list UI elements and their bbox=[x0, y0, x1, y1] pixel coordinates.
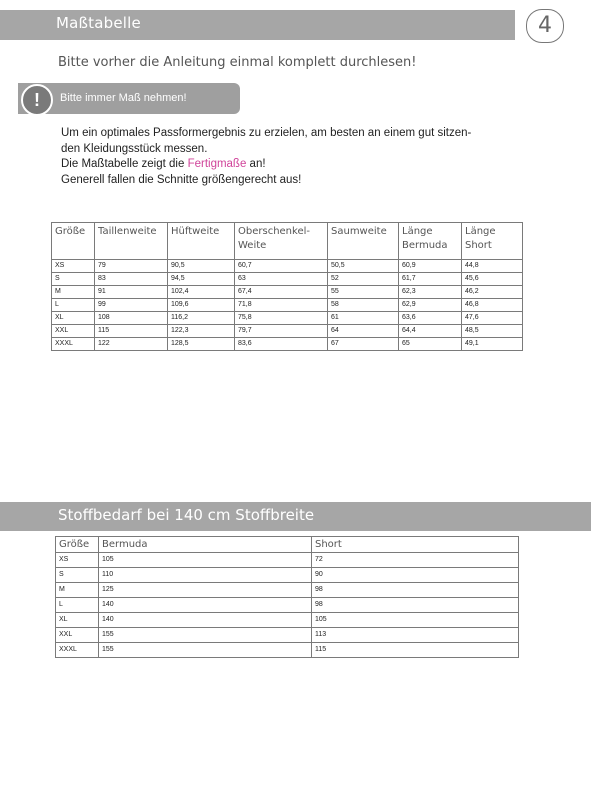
table-row bbox=[56, 628, 519, 643]
header-cell: Saumweite bbox=[328, 223, 399, 260]
exclamation-icon: ! bbox=[21, 84, 53, 116]
instructions bbox=[61, 126, 531, 188]
table-cell: 115 bbox=[95, 325, 168, 338]
highlight-fertigmasse: Fertigmaße bbox=[187, 158, 247, 170]
table-cell: 140 bbox=[99, 613, 312, 628]
table-cell: 67 bbox=[328, 338, 399, 351]
table-cell: 63 bbox=[235, 273, 328, 286]
table-cell: 60,9 bbox=[399, 260, 462, 273]
table-cell: 83 bbox=[95, 273, 168, 286]
fabric-section-title: Stoffbedarf bei 140 cm Stoffbreite bbox=[58, 506, 315, 524]
table-row bbox=[52, 338, 523, 351]
instructions-line-3 bbox=[61, 157, 531, 173]
instructions-line-4: Generell fallen die Schnitte größengerecht aus! bbox=[61, 173, 302, 186]
table-row bbox=[52, 312, 523, 325]
header-cell: Taillenweite bbox=[95, 223, 168, 260]
table-cell: L bbox=[56, 598, 99, 613]
table-cell: 94,5 bbox=[168, 273, 235, 286]
table-cell: 98 bbox=[312, 598, 519, 613]
instructions-line-3-suffix: an! bbox=[246, 158, 266, 170]
table-cell: 72 bbox=[312, 553, 519, 568]
table-cell: 49,1 bbox=[462, 338, 523, 351]
table-cell: 47,6 bbox=[462, 312, 523, 325]
note-text: Bitte immer Maß nehmen! bbox=[60, 92, 187, 104]
table-cell: 155 bbox=[99, 643, 312, 658]
table-cell: 128,5 bbox=[168, 338, 235, 351]
table-cell: XXXL bbox=[52, 338, 95, 351]
table-cell: XXXL bbox=[56, 643, 99, 658]
table-cell: XL bbox=[56, 613, 99, 628]
table-cell: 91 bbox=[95, 286, 168, 299]
table-cell: 105 bbox=[99, 553, 312, 568]
table-cell: 105 bbox=[312, 613, 519, 628]
table-cell: 46,2 bbox=[462, 286, 523, 299]
table-cell: XL bbox=[52, 312, 95, 325]
table-row bbox=[56, 643, 519, 658]
instructions-line-1: Um ein optimales Passformergebnis zu erzielen, am besten an einem gut sitzen- bbox=[61, 127, 472, 139]
table-cell: 109,6 bbox=[168, 299, 235, 312]
table-cell: 116,2 bbox=[168, 312, 235, 325]
table-cell: 115 bbox=[312, 643, 519, 658]
table-cell: 64,4 bbox=[399, 325, 462, 338]
header-cell: Short bbox=[312, 537, 519, 553]
table-cell: XS bbox=[52, 260, 95, 273]
table-row bbox=[52, 286, 523, 299]
table-cell: 61,7 bbox=[399, 273, 462, 286]
table-header-row bbox=[52, 223, 523, 260]
table-cell: 45,6 bbox=[462, 273, 523, 286]
table-cell: M bbox=[52, 286, 95, 299]
table-cell: 140 bbox=[99, 598, 312, 613]
table-cell: 65 bbox=[399, 338, 462, 351]
table-row bbox=[56, 568, 519, 583]
page-title: Maßtabelle bbox=[56, 14, 141, 32]
table-row bbox=[52, 273, 523, 286]
table-cell: 48,5 bbox=[462, 325, 523, 338]
table-cell: 79 bbox=[95, 260, 168, 273]
table-cell: 46,8 bbox=[462, 299, 523, 312]
table-cell: 55 bbox=[328, 286, 399, 299]
table-row bbox=[56, 613, 519, 628]
table-cell: 125 bbox=[99, 583, 312, 598]
table-row bbox=[52, 299, 523, 312]
table-cell: 155 bbox=[99, 628, 312, 643]
table-cell: 98 bbox=[312, 583, 519, 598]
table-cell: 75,8 bbox=[235, 312, 328, 325]
table-cell: 99 bbox=[95, 299, 168, 312]
header-cell: Hüftweite bbox=[168, 223, 235, 260]
table-cell: 71,8 bbox=[235, 299, 328, 312]
table-cell: 83,6 bbox=[235, 338, 328, 351]
table-cell: 58 bbox=[328, 299, 399, 312]
table-cell: XXL bbox=[56, 628, 99, 643]
table-row bbox=[56, 598, 519, 613]
table-cell: 67,4 bbox=[235, 286, 328, 299]
table-row bbox=[52, 325, 523, 338]
table-row bbox=[56, 553, 519, 568]
header-cell: Länge Bermuda bbox=[399, 223, 462, 260]
table-cell: 102,4 bbox=[168, 286, 235, 299]
table-cell: XS bbox=[56, 553, 99, 568]
table-row bbox=[56, 583, 519, 598]
header-cell: Größe bbox=[52, 223, 95, 260]
table-cell: 62,3 bbox=[399, 286, 462, 299]
instructions-line-2: den Kleidungsstück messen. bbox=[61, 142, 208, 155]
header-cell: Bermuda bbox=[99, 537, 312, 553]
header-cell: Länge Short bbox=[462, 223, 523, 260]
table-cell: XXL bbox=[52, 325, 95, 338]
header-cell: Oberschenkel-Weite bbox=[235, 223, 328, 260]
table-row bbox=[52, 260, 523, 273]
table-cell: S bbox=[56, 568, 99, 583]
table-cell: 63,6 bbox=[399, 312, 462, 325]
table-cell: 44,8 bbox=[462, 260, 523, 273]
table-cell: 122,3 bbox=[168, 325, 235, 338]
table-cell: L bbox=[52, 299, 95, 312]
fabric-table bbox=[55, 536, 519, 658]
table-cell: 62,9 bbox=[399, 299, 462, 312]
table-cell: M bbox=[56, 583, 99, 598]
table-cell: 122 bbox=[95, 338, 168, 351]
table-cell: 110 bbox=[99, 568, 312, 583]
instructions-line-3-prefix: Die Maßtabelle zeigt die bbox=[61, 158, 188, 170]
page-number: 4 bbox=[526, 9, 564, 43]
table-cell: 64 bbox=[328, 325, 399, 338]
table-cell: 50,5 bbox=[328, 260, 399, 273]
table-cell: 90 bbox=[312, 568, 519, 583]
table-cell: 60,7 bbox=[235, 260, 328, 273]
table-cell: 61 bbox=[328, 312, 399, 325]
intro-text: Bitte vorher die Anleitung einmal komplett durchlesen! bbox=[58, 55, 417, 70]
table-cell: 108 bbox=[95, 312, 168, 325]
measurement-table bbox=[51, 222, 523, 351]
table-cell: 52 bbox=[328, 273, 399, 286]
table-header-row bbox=[56, 537, 519, 553]
table-cell: 113 bbox=[312, 628, 519, 643]
table-cell: 79,7 bbox=[235, 325, 328, 338]
header-cell: Größe bbox=[56, 537, 99, 553]
table-cell: 90,5 bbox=[168, 260, 235, 273]
table-cell: S bbox=[52, 273, 95, 286]
